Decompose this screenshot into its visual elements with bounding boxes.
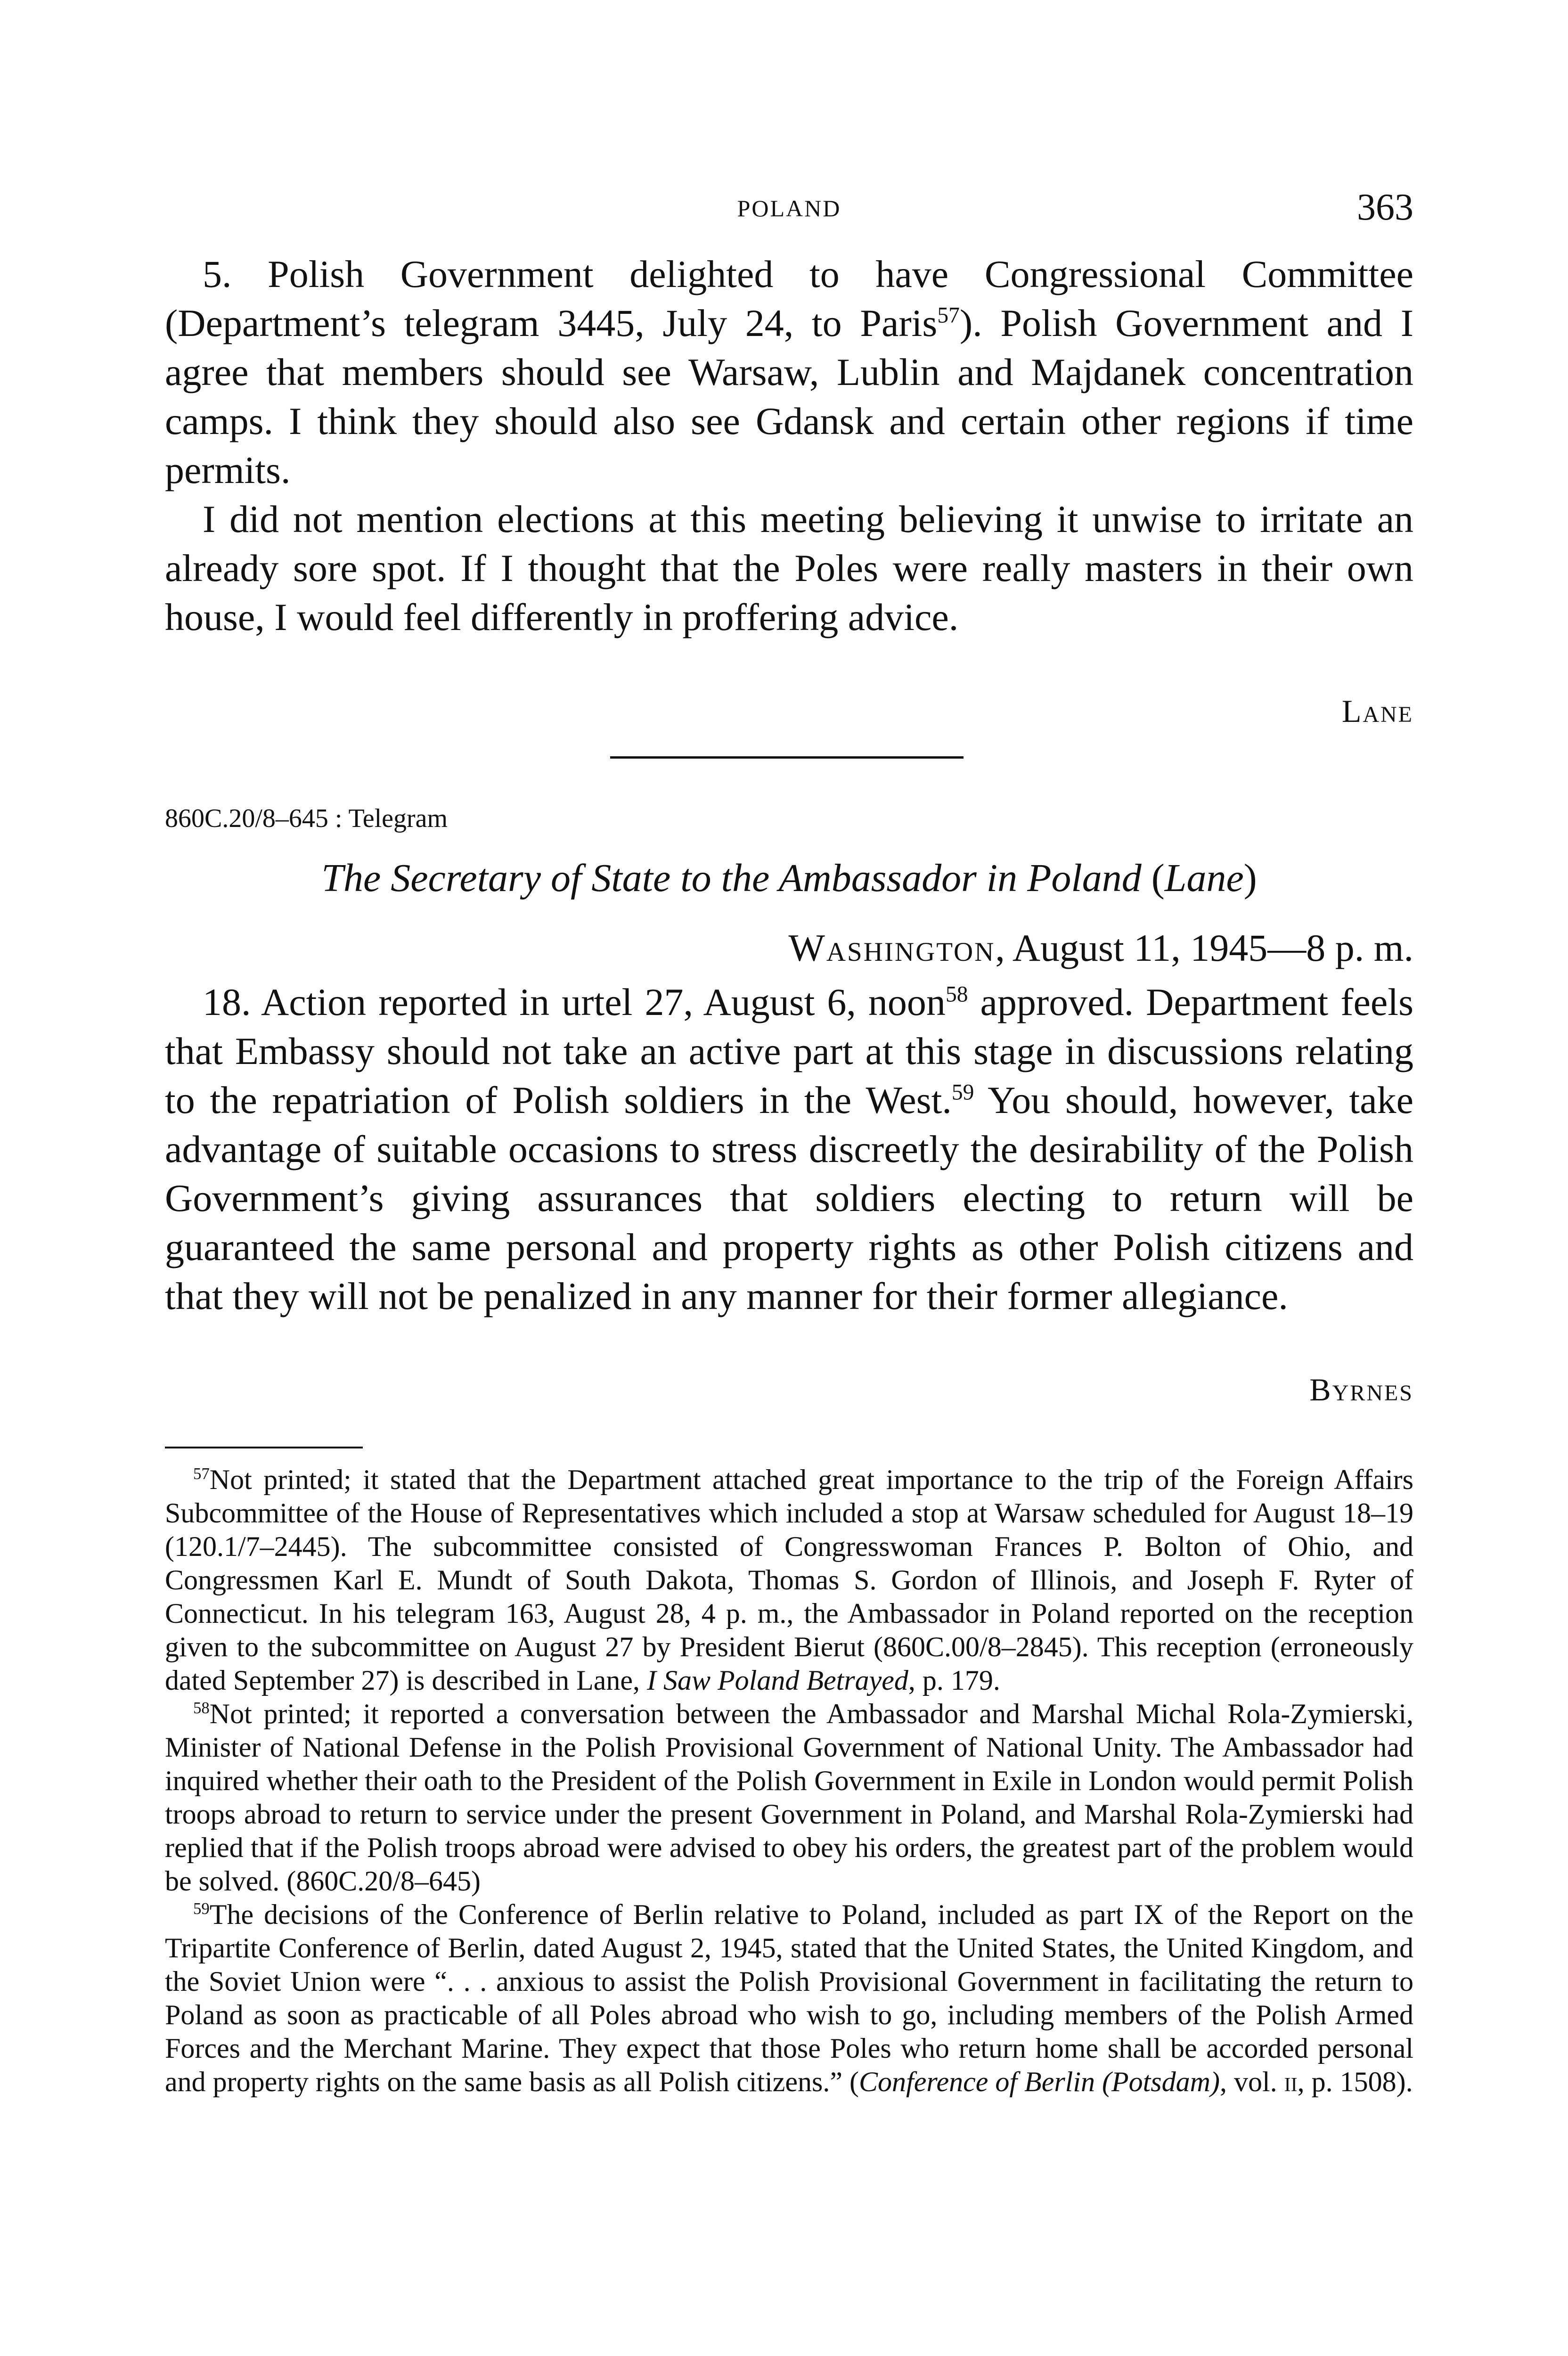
paragraph bbox=[165, 250, 1413, 495]
paragraph-text: 5. Polish Government delighted to have Congressional Committee (Department’s telegram 3445, July 24, to Paris bbox=[165, 253, 1413, 344]
paragraph-text: You should, however, take advantage of suitable occasions to stress discreetly the desirability of the Polish Government’s giving assurances that soldiers electing to return will be guaranteed the same personal and property rights as other Polish citizens and that they will not be penalized in any manner for their former allegiance. bbox=[165, 1079, 1414, 1317]
signature-byrnes: Byrnes bbox=[1309, 1372, 1413, 1407]
volume-number: ii bbox=[1284, 2066, 1298, 2097]
footnote-58 bbox=[165, 1697, 1413, 1898]
source-title: Conference of Berlin (Potsdam) bbox=[859, 2066, 1220, 2097]
dateline-place: Washington bbox=[788, 926, 996, 969]
paragraph-text: approved. Department feels that Embassy should not take an active part at this stage in discussions relating to the repatriation of Polish soldiers in the West. bbox=[165, 981, 1414, 1121]
footnote-text: , p. 179. bbox=[908, 1665, 1000, 1696]
paragraph-text: I did not mention elections at this meeting believing it unwise to irritate an already sore spot. If I thought that the Poles were really masters in their own house, I would feel differently in proffering advice. bbox=[165, 498, 1413, 638]
footnote-divider bbox=[165, 1447, 363, 1448]
dateline bbox=[789, 926, 1414, 970]
footnote-number: 57 bbox=[193, 1464, 210, 1483]
title-paren-open: ( bbox=[1151, 856, 1165, 900]
footnote-text: The decisions of the Conference of Berlin relative to Poland, included as part IX of the Report on the Tripartite Conference of Berlin, dated August 2, 1945, stated that the United States, the United Kingdom, and the Soviet Union were “. . . anxious to assist the Polish Provisional Government in facilitating the return to Poland as soon as practicable of all Poles abroad who wish to go, including members of the Polish Armed Forces and the Merchant Marine. They expect that those Poles who return home shall be accorded personal and property rights on the same basis as all Polish citizens.” ( bbox=[165, 1899, 1413, 2097]
running-head bbox=[165, 186, 1413, 243]
footnote-text: Not printed; it stated that the Department attached great importance to the trip of the Foreign Affairs Subcommittee of the House of Representatives which included a stop at Warsaw scheduled for August 18–19 (120.1/7–2445). The subcommittee consisted of Congresswoman Frances P. Bolton of Ohio, and Congressmen Karl E. Mundt of South Dakota, Thomas S. Gordon of Illinois, and Joseph F. Ryter of Connecticut. In his telegram 163, August 28, 4 p. m., the Ambassador in Poland reported on the reception given to the subcommittee on August 27 by President Bierut (860C.00/8–2845). This reception (erroneously dated September 27) is described in Lane, bbox=[165, 1464, 1413, 1696]
paragraph bbox=[165, 978, 1413, 1321]
title-paren-close: ) bbox=[1243, 856, 1257, 900]
file-reference: 860C.20/8–645 : Telegram bbox=[165, 804, 448, 833]
footnote-57 bbox=[165, 1463, 1413, 1697]
document-title-text: The Secretary of State to the Ambassador in Poland bbox=[321, 856, 1142, 900]
running-head-title: POLAND bbox=[737, 195, 841, 221]
footnote-text: , p. 1508). bbox=[1297, 2066, 1413, 2097]
footnote-59 bbox=[165, 1898, 1413, 2099]
page-number: 363 bbox=[1357, 187, 1413, 228]
signature-lane: Lane bbox=[1341, 693, 1413, 729]
footnote-text: , vol. bbox=[1219, 2066, 1277, 2097]
footnote-ref-57[interactable]: 57 bbox=[937, 303, 960, 328]
footnote-ref-58[interactable]: 58 bbox=[945, 982, 968, 1007]
byrnes-telegram-body bbox=[165, 978, 1413, 1321]
footnote-ref-59[interactable]: 59 bbox=[951, 1080, 974, 1105]
dateline-date: , August 11, 1945—8 p. m. bbox=[995, 926, 1413, 969]
lane-telegram-paragraph-5 bbox=[165, 250, 1413, 495]
section-divider bbox=[610, 756, 964, 759]
book-title: I Saw Poland Betrayed bbox=[647, 1665, 908, 1696]
footnote-number: 59 bbox=[193, 1899, 210, 1918]
footnotes bbox=[165, 1463, 1413, 2099]
document-page bbox=[165, 0, 1413, 2356]
footnote-number: 58 bbox=[193, 1699, 210, 1717]
title-recipient-name: Lane bbox=[1164, 856, 1244, 900]
paragraph-text: ). Polish Government and I agree that members should see Warsaw, Lublin and Majdanek concentration camps. I think they should also see Gdansk and certain other regions if time permits. bbox=[165, 302, 1414, 491]
lane-closing-paragraph bbox=[165, 495, 1413, 642]
paragraph-text: 18. Action reported in urtel 27, August 6, noon bbox=[203, 981, 946, 1023]
footnote-text: Not printed; it reported a conversation between the Ambassador and Marshal Michal Rola-Zymierski, Minister of National Defense in the Polish Provisional Government of National Unity. The Ambassador had inquired whether their oath to the President of the Polish Government in Exile in London would permit Polish troops abroad to return to service under the present Government in Poland, and Marshal Rola-Zymierski had replied that if the Polish troops abroad were advised to obey his orders, the greatest part of the problem would be solved. (860C.20/8–645) bbox=[165, 1698, 1413, 1897]
document-title bbox=[165, 855, 1413, 901]
